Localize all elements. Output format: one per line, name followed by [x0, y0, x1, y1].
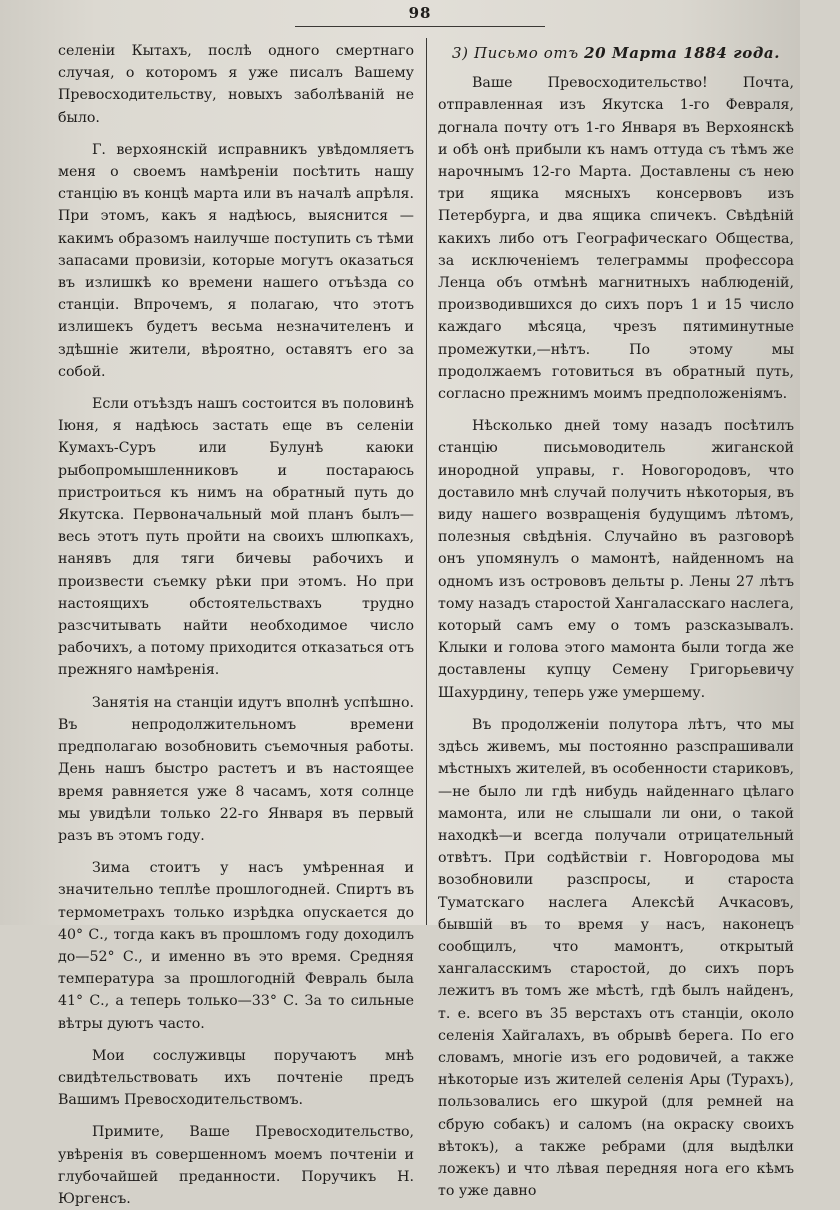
left-paragraph-2: Г. верхоянскiй исправникъ увѣдомляетъ меня о своемъ намѣренiи посѣтить нашу станцiю въ концѣ марта или въ началѣ апрѣля. При этомъ, какъ я надѣюсь, выяснится — какимъ образомъ наилучше поступить съ тѣми запасами провизiи, которые могутъ оказаться въ излишкѣ ко времени нашего отъѣзда со станцiи. Впрочемъ, я полагаю, что этотъ излишекъ будетъ весьма незначителенъ и здѣшнiе жители, вѣроятно, оставятъ его за собой. [58, 141, 414, 380]
left-paragraph-3: Если отъѣздъ нашъ состоится въ половинѣ Iюня, я надѣюсь застать еще въ селенiи Кумахъ-Суръ или Булунѣ каюки рыбопромышленниковъ и постараюсь пристроиться къ нимъ на обратный путь до Якутска. Первоначальный мой планъ былъ—весь этотъ путь пройти на своихъ шлюпкахъ, нанявъ для тяги бичевы рабочихъ и произвести съемку рѣки при этомъ. Но при настоящихъ обстоятельствахъ трудно разсчитывать найти необходимое число рабочихъ, а потому приходится отказаться отъ прежняго намѣренiя. [58, 396, 414, 679]
page-number: 98 [408, 4, 432, 22]
left-paragraph-6: Мои сослуживцы поручаютъ мнѣ свидѣтельствовать ихъ почтенiе предъ Вашимъ Превосходительствомъ. [58, 1047, 414, 1109]
column-divider [426, 38, 427, 925]
letter-title: Письмо отъ [473, 44, 579, 62]
right-column [438, 40, 794, 1200]
left-column [58, 40, 414, 1207]
left-paragraph-1: селенiи Кытахъ, послѣ одного смертнаго случая, о которомъ я уже писалъ Вашему Превосходительству, новыхъ заболѣванiй не было. [58, 43, 414, 126]
left-paragraph-5: Зима стоитъ у насъ умѣренная и значительно теплѣе прошлогодней. Спиртъ въ термометрахъ только изрѣдка опускается до 40° С., тогда какъ въ прошломъ году доходилъ до—52° С., и именно въ это время. Средняя температура за прошлогоднiй Февраль была 41° С., а теперь только—33° С. За то сильные вѣтры дуютъ часто. [58, 860, 414, 1032]
right-paragraph-1: Ваше Превосходительство! Почта, отправленная изъ Якутска 1-го Февраля, догнала почту отъ 1-го Января въ Верхоянскѣ и обѣ онѣ прибыли къ намъ оттуда съ тѣмъ же нарочнымъ 12-го Марта. Доставлены съ нею три ящика мясныхъ консервовъ изъ Петербурга, и два ящика спичекъ. Свѣдѣнiй какихъ либо отъ Географическаго Общества, за исключенiемъ телеграммы профессора Ленца объ отмѣнѣ магнитныхъ наблюденiй, производившихся до сихъ поръ 1 и 15 число каждаго мѣсяца, чрезъ пятиминутные промежутки,—нѣтъ. По этому мы продолжаемъ готовиться въ обратный путь, согласно прежнимъ моимъ предположенiямъ. [438, 75, 794, 403]
left-paragraph-7: Примите, Ваше Превосходительство, увѣренiя въ совершенномъ моемъ почтенiи и глубочайшей преданности. Поручикъ Н. Юргенсъ. [58, 1124, 414, 1207]
header-rule [295, 26, 545, 27]
left-paragraph-4: Занятiя на станцiи идутъ вполнѣ успѣшно. Въ непродолжительномъ времени предполагаю возобновить съемочныя работы. День нашъ быстро растетъ и въ настоящее время равняется уже 8 часамъ, хотя солнце мы увидѣли только 22-го Января въ первый разъ въ этомъ году. [58, 694, 414, 844]
letter-date: 20 Марта 1884 года. [584, 44, 781, 62]
right-paragraph-2: Нѣсколько дней тому назадъ посѣтилъ станцiю письмоводитель жиганской инородной управы, г. Новогородовъ, что доставило мнѣ случай получить нѣкоторыя, въ виду нашего возвращенiя будущимъ лѣтомъ, полезныя свѣдѣнiя. Случайно въ разговорѣ онъ упомянулъ о мамонтѣ, найденномъ на одномъ изъ острововъ дельты р. Лены 27 лѣтъ тому назадъ старостой Хангаласскаго наслега, который самъ ему о томъ разсказывалъ. Клыки и голова этого мамонта были тогда же доставлены купцу Семену Григорьевичу Шахурдину, теперь уже умершему. [438, 418, 794, 701]
right-paragraph-3: Въ продолженiи полутора лѣтъ, что мы здѣсь живемъ, мы постоянно разспрашивали мѣстныхъ жителей, въ особенности стариковъ,—не было ли гдѣ нибудь найденнаго цѣлаго мамонта, или не слышали ли они, о такой находкѣ—и всегда получали отрицательный отвѣтъ. При содѣйствiи г. Новгородова мы возобновили разспросы, и староста Туматскаго наслега Алексѣй Ачкасовъ, бывшiй въ то время у насъ, наконецъ сообщилъ, что мамонтъ, открытый хангаласскимъ старостой, до сихъ поръ лежитъ въ томъ же мѣстѣ, гдѣ былъ найденъ, т. е. всего въ 35 верстахъ отъ станцiи, около селенiя Хайгалахъ, въ обрывѣ берега. По его словамъ, многiе изъ его родовичей, а также нѣкоторые изъ жителей селенiя Ары (Турахъ), пользовались его шкурой (для ремней на сбрую собакъ) и саломъ (на окраску своихъ вѣтокъ), а также ребрами (для выдѣлки ложекъ) и что лѣвая передняя нога его кѣмъ то уже давно [438, 716, 794, 1200]
letter-heading [438, 42, 794, 64]
letter-number: 3) [451, 44, 469, 62]
